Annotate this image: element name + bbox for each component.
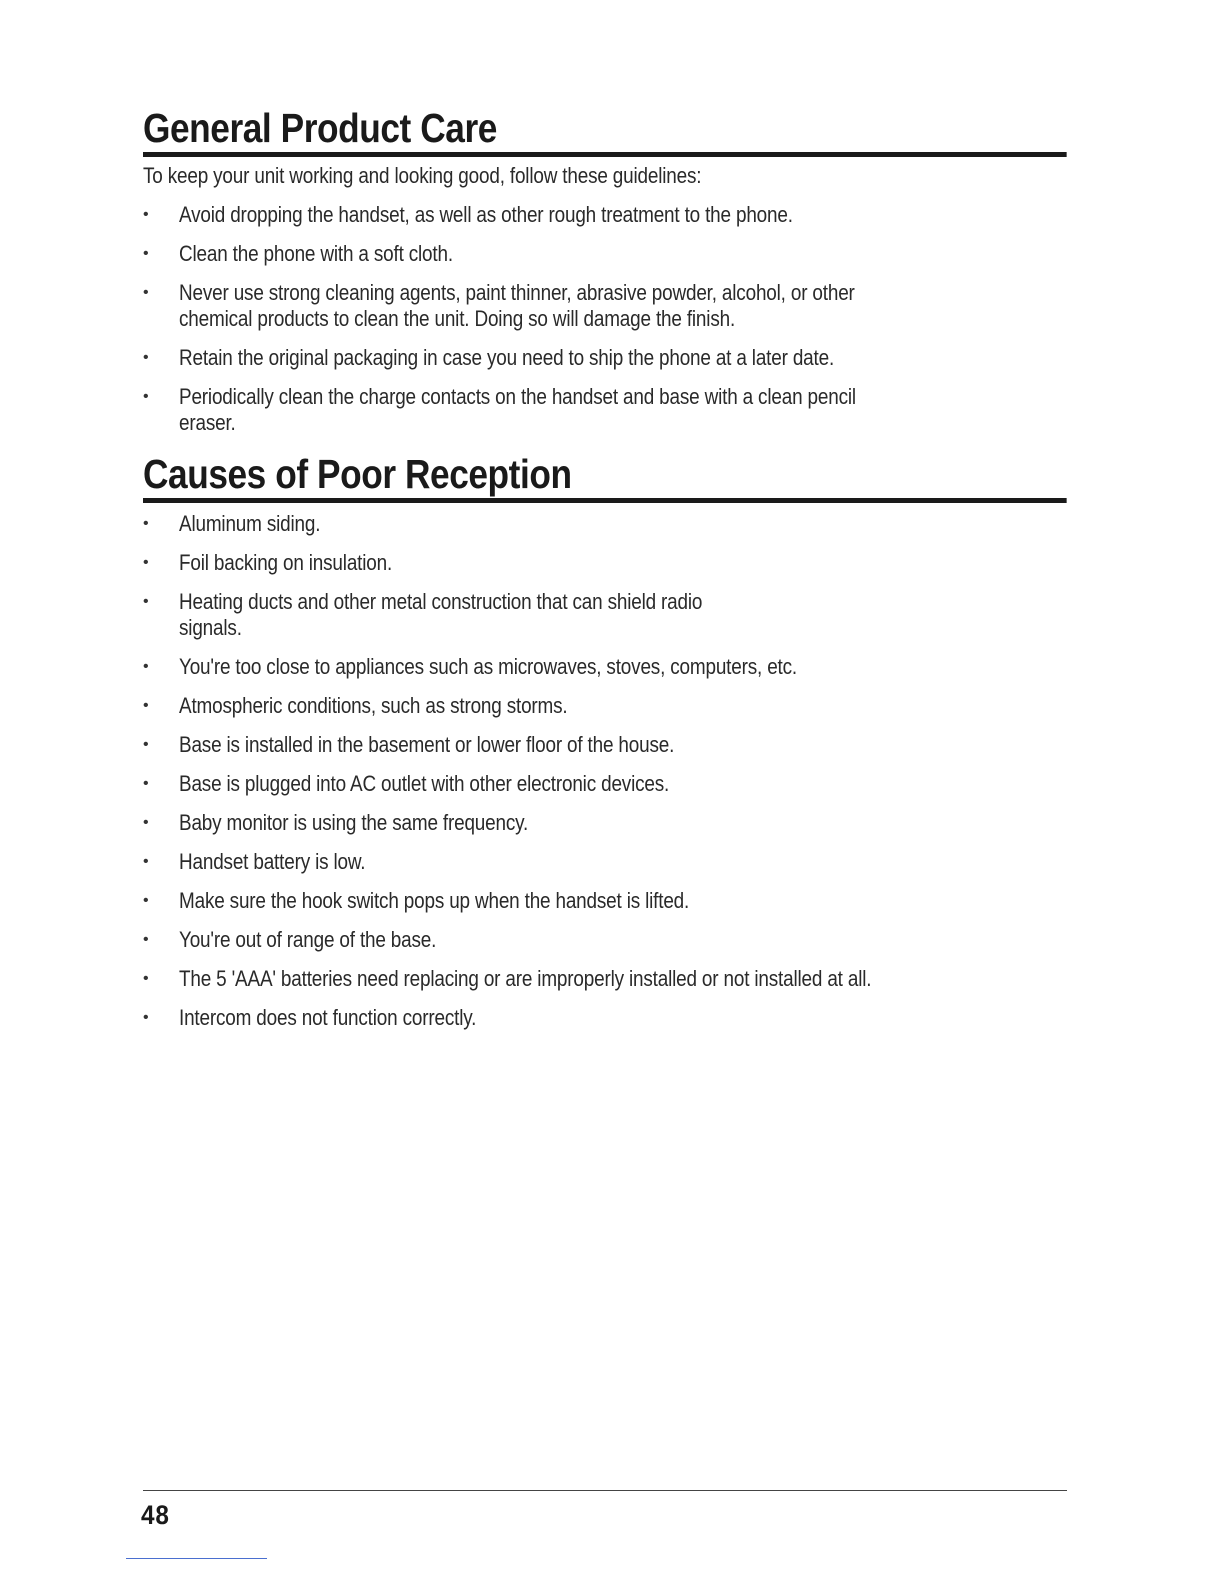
list-item: • Periodically clean the charge contacts on the handset and base with a clean pencil eraser. (143, 384, 856, 435)
list-item: • Intercom does not function correctly. (143, 1005, 477, 1030)
list-item: • Retain the original packaging in case you need to ship the phone at a later date. (143, 345, 835, 370)
section-title-general-product-care: General Product Care (143, 104, 1067, 157)
list-item: • Base is plugged into AC outlet with other electronic devices. (143, 771, 670, 796)
bullet-icon: • (143, 736, 149, 753)
list-item: • Atmospheric conditions, such as strong storms. (143, 693, 568, 718)
bullet-icon: • (143, 931, 149, 948)
list-item: • Aluminum siding. (143, 511, 321, 536)
bullet-icon: • (143, 206, 149, 223)
general-product-care-section (143, 104, 1067, 436)
list-item: • You're too close to appliances such as microwaves, stoves, computers, etc. (143, 654, 798, 679)
bullet-icon: • (143, 775, 149, 792)
list-item: • The 5 'AAA' batteries need replacing or are improperly installed or not installed at all. (143, 966, 872, 991)
care-guidelines-list (143, 202, 1067, 436)
list-item: • Clean the phone with a soft cloth. (143, 241, 453, 266)
list-item: • Handset battery is low. (143, 849, 366, 874)
bullet-icon: • (143, 1009, 149, 1026)
list-item: • Avoid dropping the handset, as well as other rough treatment to the phone. (143, 202, 793, 227)
bullet-icon: • (143, 593, 149, 610)
bullet-icon: • (143, 515, 149, 532)
bullet-icon: • (143, 349, 149, 366)
list-item: • Never use strong cleaning agents, paint thinner, abrasive powder, alcohol, or other chemical products to clean the unit. Doing so will damage the finish. (143, 280, 855, 331)
bullet-icon: • (143, 970, 149, 987)
bullet-icon: • (143, 853, 149, 870)
causes-of-poor-reception-section (143, 450, 1067, 1031)
bullet-icon: • (143, 697, 149, 714)
manual-page (143, 104, 1067, 1031)
bullet-icon: • (143, 892, 149, 909)
bullet-icon: • (143, 814, 149, 831)
list-item: • Base is installed in the basement or lower floor of the house. (143, 732, 675, 757)
bullet-icon: • (143, 284, 149, 301)
list-item: • Heating ducts and other metal construction that can shield radio signals. (143, 589, 703, 640)
section-title-causes-of-poor-reception: Causes of Poor Reception (143, 450, 1067, 503)
reception-causes-list (143, 511, 1067, 1031)
bullet-icon: • (143, 658, 149, 675)
list-item: • Make sure the hook switch pops up when the handset is lifted. (143, 888, 690, 913)
intro-text: To keep your unit working and looking good, follow these guidelines: (143, 163, 702, 188)
page-number: 48 (141, 1500, 170, 1530)
list-item: • Foil backing on insulation. (143, 550, 393, 575)
list-item: • You're out of range of the base. (143, 927, 437, 952)
bottom-accent-line (126, 1558, 267, 1559)
bullet-icon: • (143, 245, 149, 262)
list-item: • Baby monitor is using the same frequency. (143, 810, 529, 835)
footer-divider (143, 1490, 1067, 1491)
bullet-icon: • (143, 554, 149, 571)
bullet-icon: • (143, 388, 149, 405)
